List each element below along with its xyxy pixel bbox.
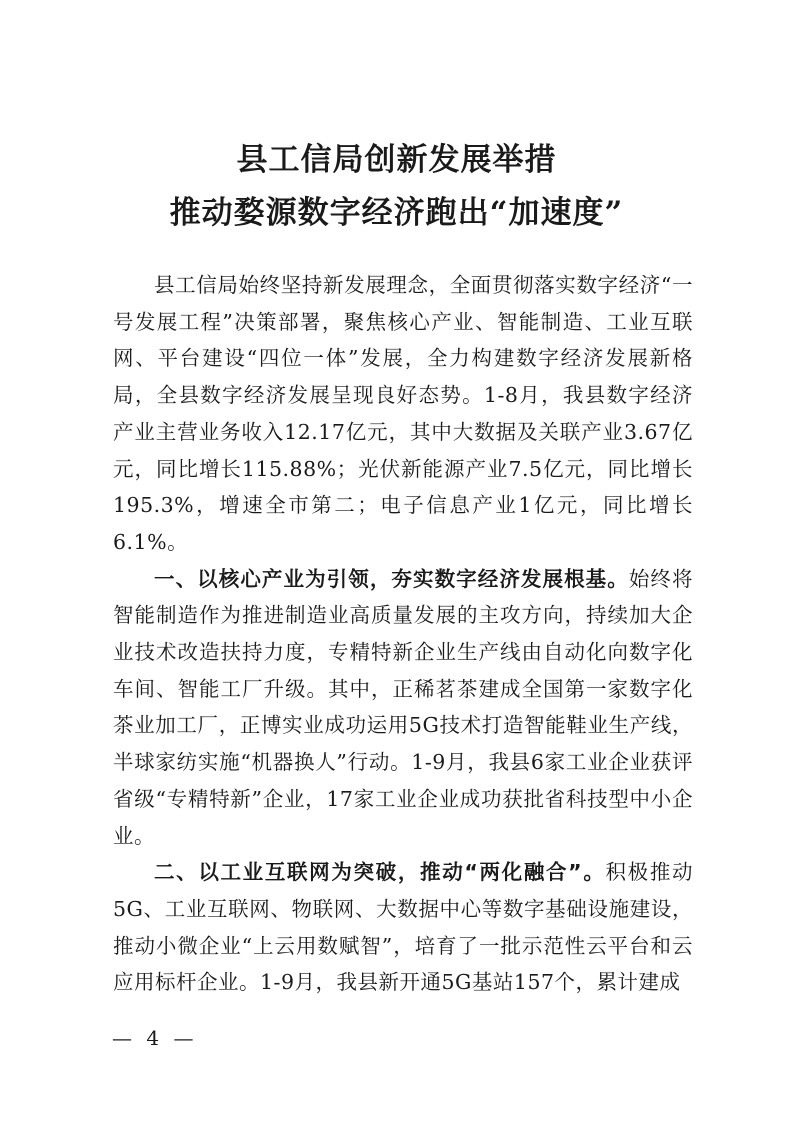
document-body [113, 267, 693, 1001]
paragraph-intro [113, 267, 693, 561]
paragraph-section-2 [113, 854, 693, 1001]
paragraph-section-1 [113, 561, 693, 855]
section-1-heading: 一、以核心产业为引领，夯实数字经济发展根基。 [154, 566, 629, 591]
document-title-line-2: 推动婺源数字经济跑出“加速度” [169, 195, 624, 231]
document-title-line-1: 县工信局创新发展举措 [236, 142, 557, 178]
page-number: — 4 — [112, 1026, 198, 1050]
section-2-text: 积极推动5G、工业互联网、物联网、大数据中心等数字基础设施建设，推动小微企业“上云用数赋智”，培育了一批示范性云平台和云应用标杆企业。1-9月，我县新开通5G基站157个，累计建成 [113, 860, 694, 995]
section-1-text: 始终将智能制造作为推进制造业高质量发展的主攻方向，持续加大企业技术改造扶持力度，专精特新企业生产线由自动化向数字化车间、智能工厂升级。其中，正稀茗茶建成全国第一家数字化茶业加工厂，正博实业成功运用5G技术打造智能鞋业生产线，半球家纺实施“机器换人”行动。1-9月，我县6家工业企业获评省级“专精特新”企业，17家工业企业成功获批省科技型中小企业。 [113, 566, 694, 848]
section-2-heading: 二、以工业互联网为突破，推动“两化融合”。 [154, 860, 606, 885]
paragraph-intro-text: 县工信局始终坚持新发展理念，全面贯彻落实数字经济“一号发展工程”决策部署，聚焦核心产业、智能制造、工业互联网、平台建设“四位一体”发展，全力构建数字经济发展新格局，全县数字经济发展呈现良好态势。1-8月，我县数字经济产业主营业务收入12.17亿元，其中大数据及关联产业3.67亿元，同比增长115.88%；光伏新能源产业7.5亿元，同比增长195.3%，增速全市第二；电子信息产业1亿元，同比增长6.1%。 [113, 273, 693, 554]
